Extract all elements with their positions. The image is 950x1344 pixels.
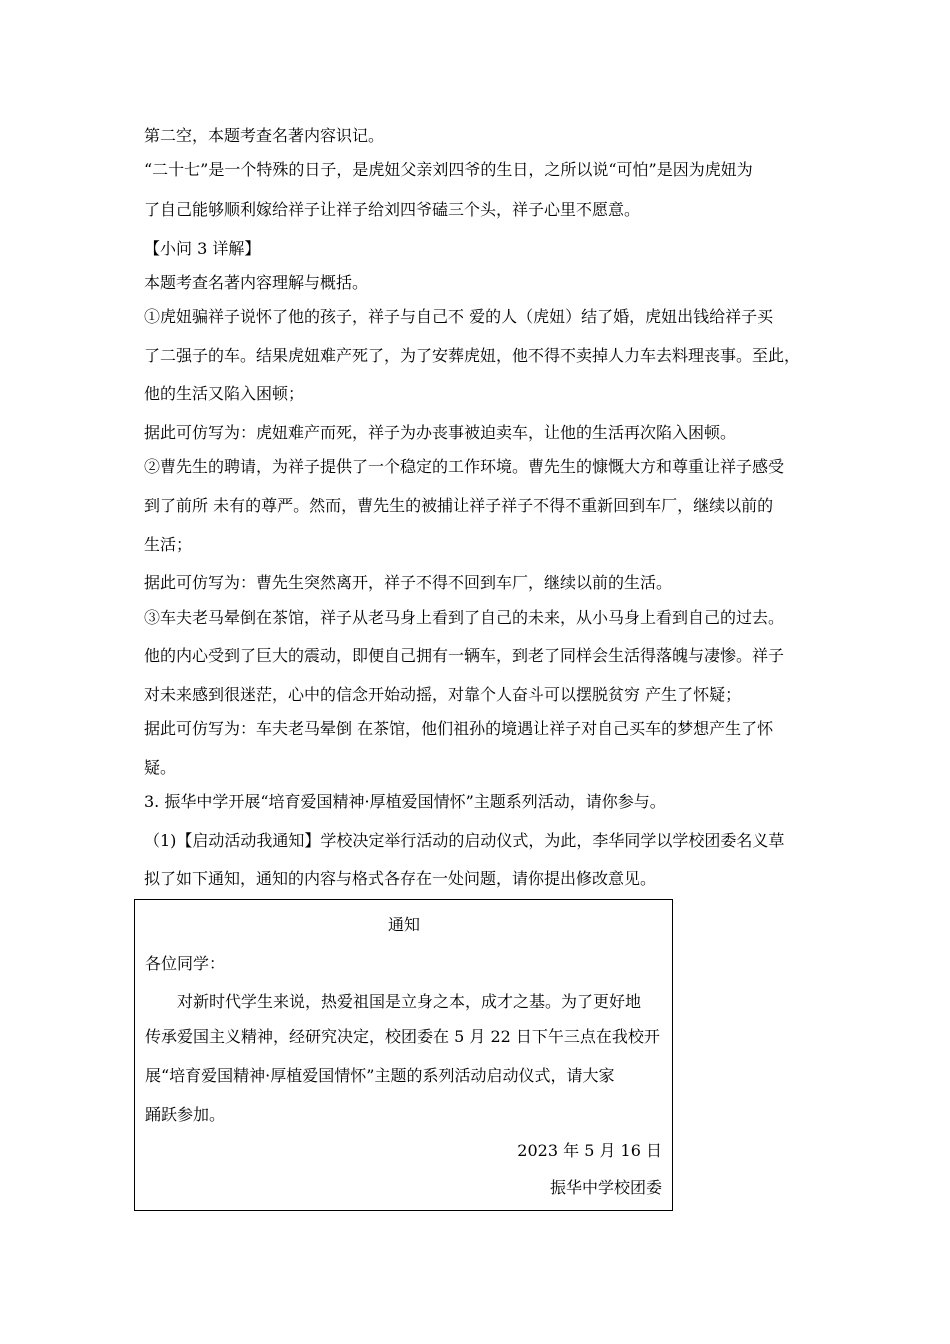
paragraph-line: 据此可仿写为：虎妞难产而死，祥子为办丧事被迫卖车，让他的生活再次陷入困顿。: [144, 423, 737, 442]
paragraph-line: 疑。: [144, 758, 177, 777]
notice-body-line: 踊跃参加。: [145, 1105, 226, 1124]
paragraph-line: 拟了如下通知，通知的内容与格式各存在一处问题，请你提出修改意见。: [144, 869, 657, 888]
paragraph-line: 了自己能够顺利嫁给祥子让祥子给刘四爷磕三个头，祥子心里不愿意。: [144, 200, 641, 219]
paragraph-line: ③车夫老马晕倒在茶馆，祥子从老马身上看到了自己的未来，从小马身上看到自己的过去。: [144, 608, 785, 627]
paragraph-line: 生活；: [144, 535, 193, 554]
notice-body-line: 展“培育爱国精神·厚植爱国情怀”主题的系列活动启动仪式，请大家: [145, 1066, 615, 1085]
notice-signature: 振华中学校团委: [549, 1178, 662, 1197]
notice-body-line: 对新时代学生来说，热爱祖国是立身之本，成才之基。为了更好地: [177, 992, 642, 1011]
paragraph-line: （1)【启动活动我通知】学校决定举行活动的启动仪式，为此，李华同学以学校团委名义草: [144, 831, 785, 850]
paragraph-line: ②曹先生的聘请，为祥子提供了一个稳定的工作环境。曹先生的慷慨大方和尊重让祥子感受: [144, 457, 785, 476]
notice-salutation: 各位同学：: [145, 954, 226, 973]
paragraph-line: 了二强子的车。结果虎妞难产死了，为了安葬虎妞，他不得不卖掉人力车去料理丧事。至此，: [144, 346, 801, 365]
paragraph-line: 据此可仿写为：曹先生突然离开，祥子不得不回到车厂，继续以前的生活。: [144, 573, 673, 592]
paragraph-line: “二十七”是一个特殊的日子，是虎妞父亲刘四爷的生日，之所以说“可怕”是因为虎妞为: [144, 160, 753, 179]
paragraph-line: 对未来感到很迷茫，心中的信念开始动摇，对靠个人奋斗可以摆脱贫穷 产生了怀疑；: [144, 685, 742, 704]
question-heading: 3. 振华中学开展“培育爱国精神·厚植爱国情怀”主题系列活动，请你参与。: [144, 792, 666, 811]
paragraph-line: 第二空，本题考查名著内容识记。: [144, 126, 385, 145]
paragraph-line: ①虎妞骗祥子说怀了他的孩子，祥子与自己不 爱的人（虎妞）结了婚，虎妞出钱给祥子买: [144, 307, 774, 326]
notice-box: [134, 899, 673, 1211]
section-heading: 【小问 3 详解】: [144, 239, 261, 258]
paragraph-line: 他的内心受到了巨大的震动，即便自己拥有一辆车，到老了同样会生活得落魄与凄惨。祥子: [144, 646, 785, 665]
notice-date: 2023 年 5 月 16 日: [517, 1141, 662, 1160]
paragraph-line: 到了前所 未有的尊严。然而，曹先生的被捕让祥子祥子不得不重新回到车厂，继续以前的: [144, 496, 774, 515]
notice-body-line: 传承爱国主义精神，经研究决定，校团委在 5 月 22 日下午三点在我校开: [145, 1027, 660, 1046]
paragraph-line: 本题考查名著内容理解与概括。: [144, 273, 369, 292]
notice-title: 通知: [388, 915, 421, 934]
paragraph-line: 他的生活又陷入困顿；: [144, 384, 305, 403]
paragraph-line: 据此可仿写为：车夫老马晕倒 在茶馆，他们祖孙的境遇让祥子对自己买车的梦想产生了怀: [144, 719, 774, 738]
